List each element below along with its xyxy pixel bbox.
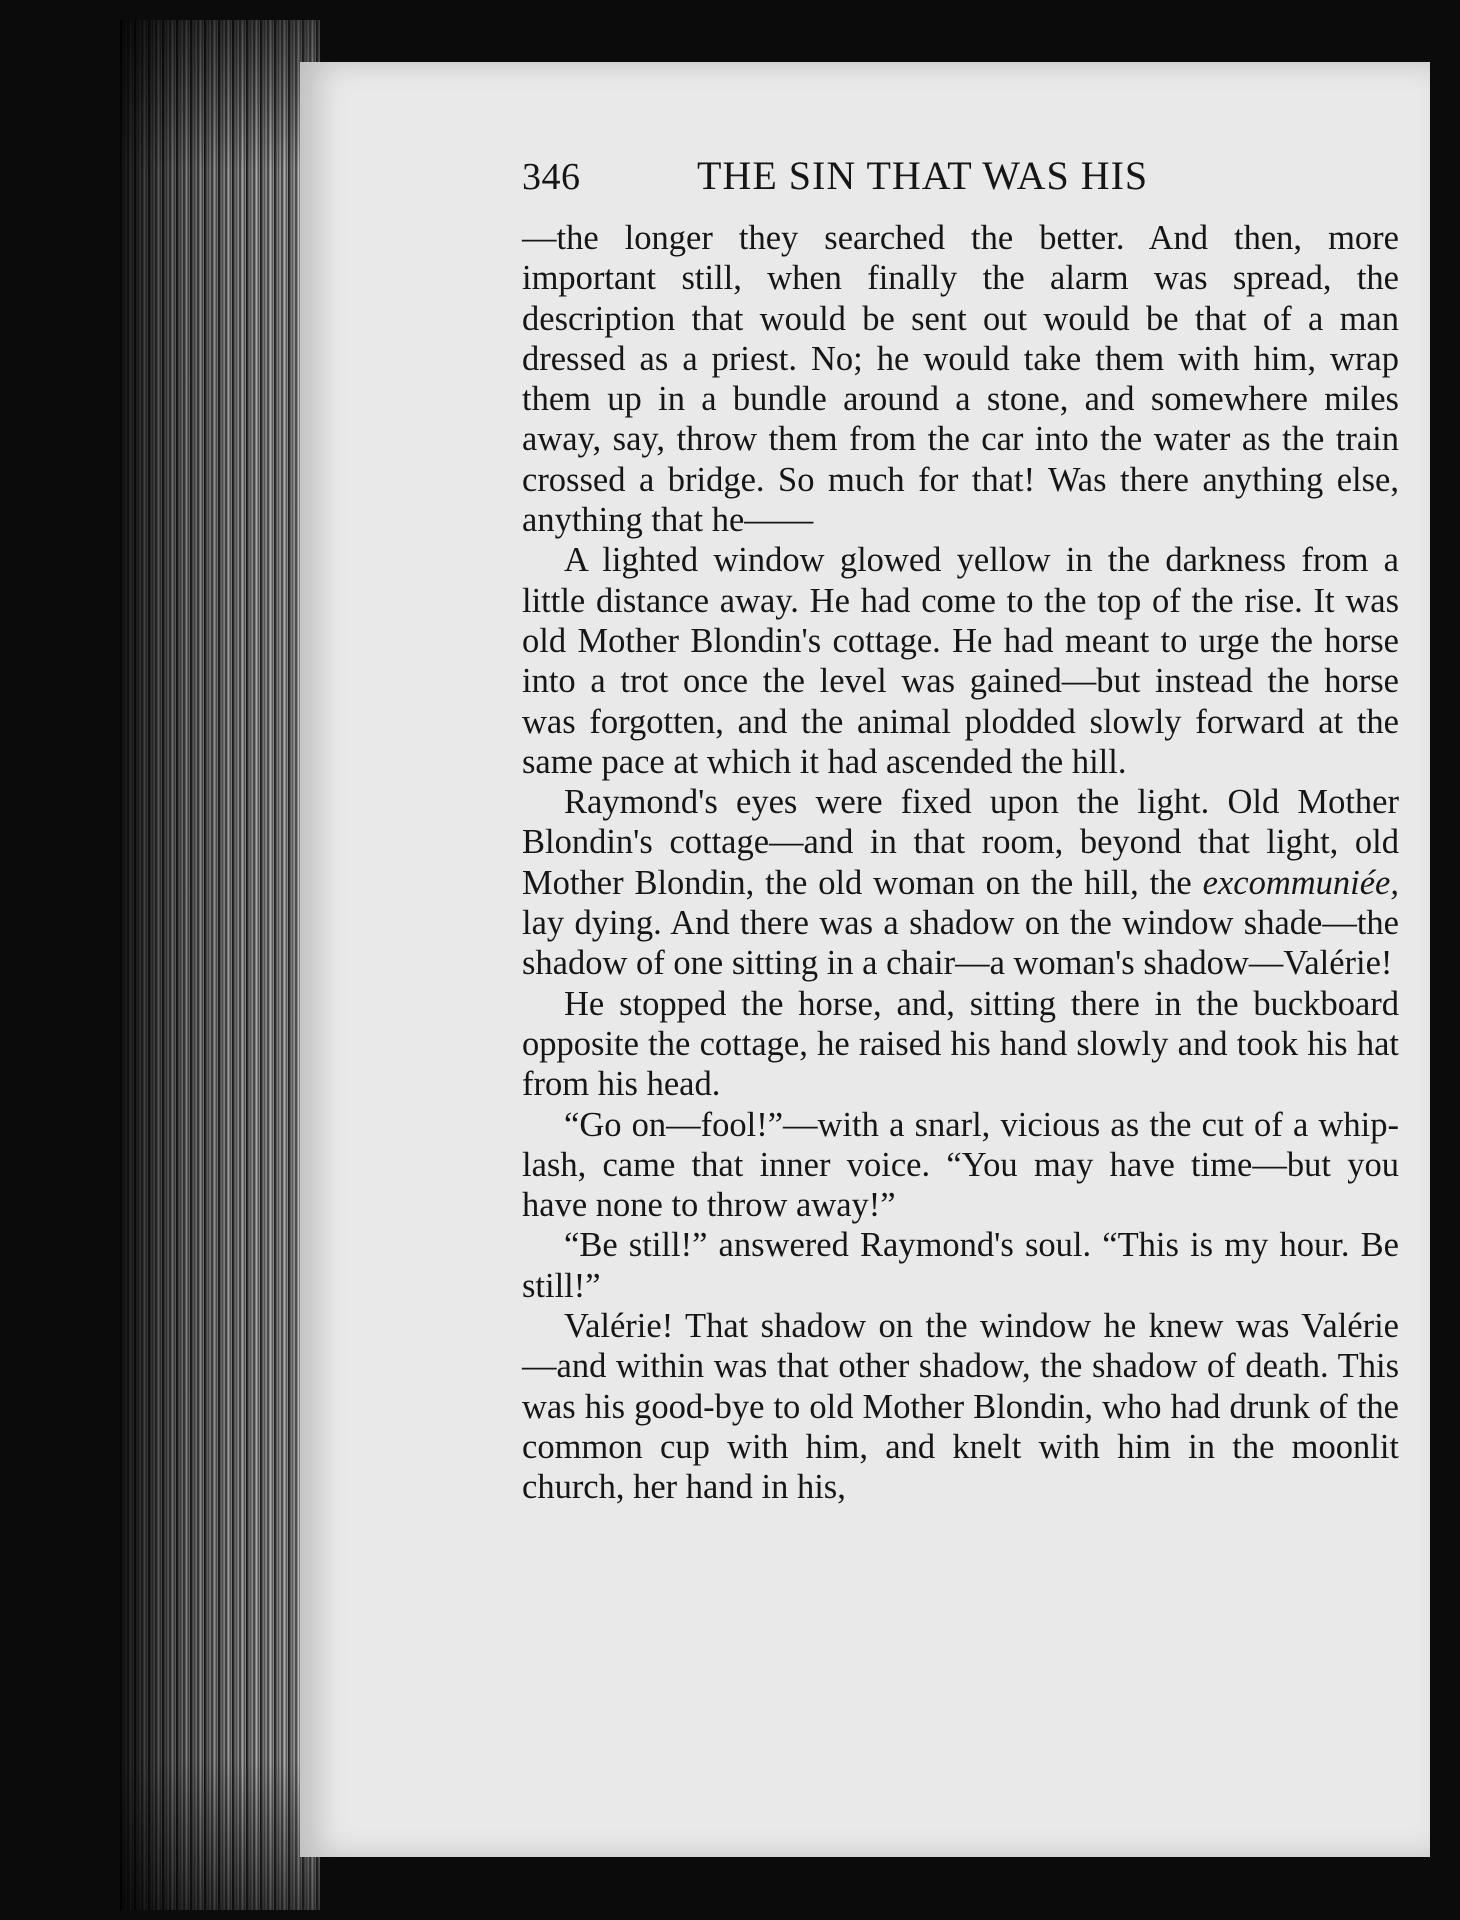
paragraph-2: A lighted window glowed yellow in the darkness from a little distance away. He had come to the top of the rise. It was old Mother Blondin's cottage. He had meant to urge the horse into a trot once the level was gained—but instead the horse was forgotten, and the animal plodded slowly forward at the same pace at which it had ascended the hill. [522,541,1399,781]
text-block [522,152,1399,1508]
body-text [522,218,1399,1508]
paragraph-3-start: Raymond's eyes were fixed upon the light. Old Mother Blondin's cottage—and in that room, beyond that light, old Mother Blondin, the old woman on the hill, the [522,783,1399,902]
page-number: 346 [522,156,581,198]
italic-word: excommuniée, [1202,863,1399,902]
paragraph-3 [522,782,1399,983]
paragraph-1: —the longer they searched the better. And then, more important still, when finally the alarm was spread, the description that would be sent out would be that of a man dressed as a priest. No; he would take them with him, wrap them up in a bundle around a stone, and somewhere miles away, say, throw them from the car into the water as the train crossed a bridge. So much for that! Was there anything else, anything that he—— [522,219,1399,540]
paragraph-3-end: lay dying. And there was a shadow on the window shade—the shadow of one sitting in a chair—a woman's shadow—Valérie! [522,904,1399,983]
paragraph-6: “Be still!” answered Raymond's soul. “This is my hour. Be still!” [522,1226,1399,1305]
book-title: THE SIN THAT WAS HIS [697,153,1149,198]
paragraph-7: Valérie! That shadow on the window he knew was Valérie—and within was that other shadow, the shadow of death. This was his good-bye to old Mother Blondin, who had drunk of the common cup with him, and knelt with him in the moonlit church, her hand in his, [522,1307,1399,1507]
paragraph-4: He stopped the horse, and, sitting there in the buckboard opposite the cottage, he raised his hand slowly and took his hat from his head. [522,984,1399,1104]
paragraph-5: “Go on—fool!”—with a snarl, vicious as the cut of a whip-lash, came that inner voice. “You may have time—but you have none to throw away!” [522,1105,1399,1225]
book-page-edges [120,20,320,1910]
running-head [522,152,1399,218]
page-sheet [300,62,1430,1857]
